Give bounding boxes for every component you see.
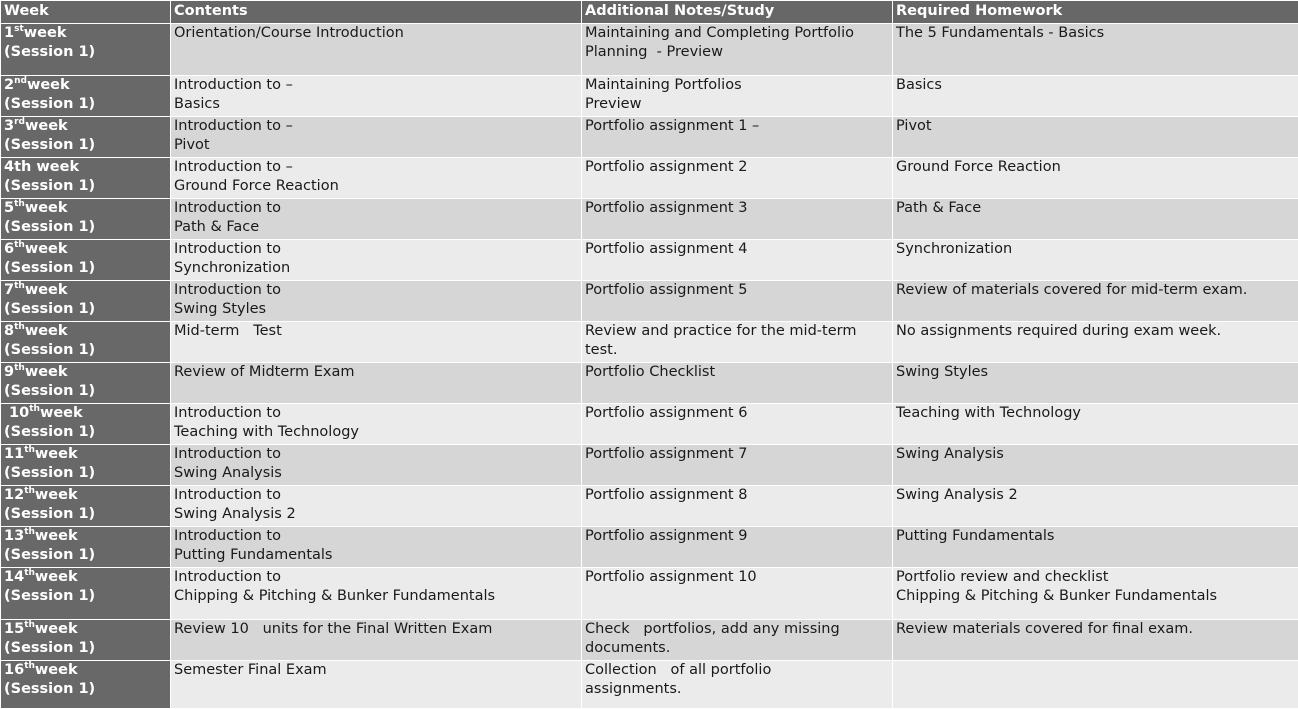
- week-cell: [1, 322, 171, 363]
- contents-line: Synchronization: [174, 259, 578, 278]
- table-row: [1, 117, 1298, 158]
- contents-line: Review of Midterm Exam: [174, 363, 578, 382]
- homework-cell: [893, 158, 1298, 199]
- contents-cell: [171, 404, 582, 445]
- notes-cell: [582, 404, 893, 445]
- week-number: 3: [4, 118, 14, 134]
- week-cell: [1, 363, 171, 404]
- homework-cell: [893, 527, 1298, 568]
- notes-line: Portfolio assignment 6: [585, 404, 889, 423]
- week-cell: [1, 158, 171, 199]
- week-label: [4, 24, 167, 43]
- week-ordinal: th: [14, 281, 25, 291]
- week-number: 13: [4, 528, 24, 544]
- week-ordinal: th: [24, 445, 35, 455]
- notes-line: Maintaining and Completing Portfolio: [585, 24, 889, 43]
- week-suffix: week: [24, 25, 67, 41]
- contents-cell: [171, 240, 582, 281]
- contents-line: Introduction to –: [174, 76, 578, 95]
- week-cell: [1, 527, 171, 568]
- schedule-body: [1, 24, 1298, 709]
- homework-cell: [893, 76, 1298, 117]
- homework-cell: [893, 240, 1298, 281]
- table-row: [1, 527, 1298, 568]
- session-label: (Session 1): [4, 43, 167, 62]
- notes-cell: [582, 322, 893, 363]
- contents-line: Swing Analysis 2: [174, 505, 578, 524]
- homework-line: Chipping & Pitching & Bunker Fundamentals: [896, 587, 1295, 606]
- week-label: [4, 76, 167, 95]
- contents-line: Introduction to –: [174, 117, 578, 136]
- week-label: [4, 445, 167, 464]
- notes-line: documents.: [585, 639, 889, 658]
- contents-line: Introduction to: [174, 445, 578, 464]
- contents-cell: [171, 117, 582, 158]
- week-ordinal: th: [24, 620, 35, 630]
- notes-line: test.: [585, 341, 889, 360]
- homework-cell: [893, 117, 1298, 158]
- week-number: 9: [4, 364, 14, 380]
- table-row: [1, 240, 1298, 281]
- week-label: [4, 322, 167, 341]
- week-label: [4, 486, 167, 505]
- contents-line: Introduction to: [174, 568, 578, 587]
- notes-line: Portfolio assignment 9: [585, 527, 889, 546]
- week-ordinal: th: [14, 322, 25, 332]
- week-number: 16: [4, 662, 24, 678]
- week-number: 1: [4, 25, 14, 41]
- table-row: [1, 486, 1298, 527]
- week-number: 10: [4, 405, 29, 421]
- homework-line: Teaching with Technology: [896, 404, 1295, 423]
- contents-line: Orientation/Course Introduction: [174, 24, 578, 43]
- week-number: 6: [4, 241, 14, 257]
- week-number: 4th week: [4, 159, 79, 175]
- session-label: (Session 1): [4, 464, 167, 483]
- homework-line: Basics: [896, 76, 1295, 95]
- week-cell: [1, 404, 171, 445]
- week-suffix: week: [25, 118, 68, 134]
- week-ordinal: nd: [14, 76, 27, 86]
- homework-line: Review materials covered for final exam.: [896, 620, 1295, 639]
- table-row: [1, 158, 1298, 199]
- notes-cell: [582, 76, 893, 117]
- homework-cell: [893, 404, 1298, 445]
- week-cell: [1, 661, 171, 709]
- notes-line: Portfolio assignment 7: [585, 445, 889, 464]
- contents-cell: [171, 445, 582, 486]
- week-label: [4, 661, 167, 680]
- table-row: [1, 661, 1298, 709]
- notes-cell: [582, 199, 893, 240]
- notes-cell: [582, 527, 893, 568]
- homework-cell: [893, 322, 1298, 363]
- session-label: (Session 1): [4, 300, 167, 319]
- contents-cell: [171, 527, 582, 568]
- table-row: [1, 620, 1298, 661]
- week-label: [4, 281, 167, 300]
- contents-cell: [171, 661, 582, 709]
- homework-line: Swing Analysis: [896, 445, 1295, 464]
- homework-line: Review of materials covered for mid-term exam.: [896, 281, 1295, 300]
- homework-cell: [893, 24, 1298, 76]
- contents-line: Putting Fundamentals: [174, 546, 578, 565]
- week-number: 8: [4, 323, 14, 339]
- notes-line: Portfolio assignment 8: [585, 486, 889, 505]
- contents-line: Introduction to –: [174, 158, 578, 177]
- week-ordinal: th: [14, 240, 25, 250]
- notes-line: Portfolio assignment 5: [585, 281, 889, 300]
- week-ordinal: th: [24, 486, 35, 496]
- contents-line: Basics: [174, 95, 578, 114]
- week-ordinal: th: [14, 199, 25, 209]
- week-ordinal: th: [29, 404, 40, 414]
- week-number: 2: [4, 77, 14, 93]
- notes-line: Collection of all portfolio: [585, 661, 889, 680]
- header-homework: Required Homework: [893, 1, 1298, 24]
- contents-line: Path & Face: [174, 218, 578, 237]
- notes-line: Portfolio assignment 3: [585, 199, 889, 218]
- week-suffix: week: [35, 621, 78, 637]
- contents-cell: [171, 486, 582, 527]
- week-suffix: week: [25, 323, 68, 339]
- table-row: [1, 76, 1298, 117]
- session-label: (Session 1): [4, 259, 167, 278]
- week-suffix: week: [25, 364, 68, 380]
- contents-cell: [171, 568, 582, 620]
- week-suffix: week: [25, 241, 68, 257]
- header-contents: Contents: [171, 1, 582, 24]
- week-suffix: week: [35, 569, 78, 585]
- week-suffix: week: [25, 282, 68, 298]
- session-label: (Session 1): [4, 95, 167, 114]
- homework-cell: [893, 281, 1298, 322]
- homework-line: No assignments required during exam week.: [896, 322, 1295, 341]
- homework-cell: [893, 568, 1298, 620]
- notes-cell: [582, 281, 893, 322]
- week-suffix: week: [40, 405, 83, 421]
- week-suffix: week: [35, 662, 78, 678]
- week-label: [4, 404, 167, 423]
- session-label: (Session 1): [4, 680, 167, 699]
- week-label: [4, 240, 167, 259]
- notes-cell: [582, 158, 893, 199]
- week-number: 5: [4, 200, 14, 216]
- homework-cell: [893, 661, 1298, 709]
- notes-cell: [582, 24, 893, 76]
- week-number: 12: [4, 487, 24, 503]
- homework-line: Swing Analysis 2: [896, 486, 1295, 505]
- week-cell: [1, 620, 171, 661]
- homework-line: Portfolio review and checklist: [896, 568, 1295, 587]
- table-row: [1, 568, 1298, 620]
- notes-cell: [582, 568, 893, 620]
- notes-line: Review and practice for the mid-term: [585, 322, 889, 341]
- session-label: (Session 1): [4, 639, 167, 658]
- contents-cell: [171, 199, 582, 240]
- contents-line: Ground Force Reaction: [174, 177, 578, 196]
- homework-line: Path & Face: [896, 199, 1295, 218]
- week-cell: [1, 486, 171, 527]
- contents-cell: [171, 363, 582, 404]
- week-ordinal: st: [14, 24, 24, 34]
- notes-line: Portfolio assignment 2: [585, 158, 889, 177]
- contents-line: Introduction to: [174, 404, 578, 423]
- contents-line: Introduction to: [174, 240, 578, 259]
- week-ordinal: th: [14, 363, 25, 373]
- week-label: [4, 158, 167, 177]
- notes-line: Portfolio assignment 10: [585, 568, 889, 587]
- homework-cell: [893, 363, 1298, 404]
- table-row: [1, 445, 1298, 486]
- header-notes: Additional Notes/Study: [582, 1, 893, 24]
- notes-line: Preview: [585, 95, 889, 114]
- notes-cell: [582, 486, 893, 527]
- notes-cell: [582, 661, 893, 709]
- notes-cell: [582, 363, 893, 404]
- week-label: [4, 568, 167, 587]
- week-cell: [1, 568, 171, 620]
- week-ordinal: rd: [14, 117, 25, 127]
- homework-line: Synchronization: [896, 240, 1295, 259]
- contents-cell: [171, 76, 582, 117]
- contents-cell: [171, 322, 582, 363]
- contents-line: Introduction to: [174, 199, 578, 218]
- table-row: [1, 24, 1298, 76]
- contents-line: Mid-term Test: [174, 322, 578, 341]
- week-cell: [1, 445, 171, 486]
- week-number: 7: [4, 282, 14, 298]
- week-label: [4, 199, 167, 218]
- week-suffix: week: [35, 446, 78, 462]
- contents-line: Semester Final Exam: [174, 661, 578, 680]
- contents-line: Chipping & Pitching & Bunker Fundamentals: [174, 587, 578, 606]
- week-label: [4, 527, 167, 546]
- homework-cell: [893, 445, 1298, 486]
- homework-line: Pivot: [896, 117, 1295, 136]
- week-cell: [1, 281, 171, 322]
- session-label: (Session 1): [4, 136, 167, 155]
- week-ordinal: th: [24, 568, 35, 578]
- week-suffix: week: [25, 200, 68, 216]
- notes-cell: [582, 445, 893, 486]
- table-row: [1, 363, 1298, 404]
- session-label: (Session 1): [4, 505, 167, 524]
- contents-line: Review 10 units for the Final Written Exam: [174, 620, 578, 639]
- week-cell: [1, 117, 171, 158]
- session-label: (Session 1): [4, 177, 167, 196]
- contents-cell: [171, 281, 582, 322]
- session-label: (Session 1): [4, 382, 167, 401]
- week-suffix: week: [35, 487, 78, 503]
- week-ordinal: th: [24, 527, 35, 537]
- week-suffix: week: [35, 528, 78, 544]
- table-row: [1, 322, 1298, 363]
- week-label: [4, 620, 167, 639]
- notes-line: Check portfolios, add any missing: [585, 620, 889, 639]
- notes-cell: [582, 620, 893, 661]
- notes-cell: [582, 240, 893, 281]
- homework-line: Swing Styles: [896, 363, 1295, 382]
- contents-line: Swing Analysis: [174, 464, 578, 483]
- header-row: [1, 1, 1298, 24]
- week-suffix: week: [27, 77, 70, 93]
- week-ordinal: th: [24, 661, 35, 671]
- notes-line: Portfolio assignment 1 –: [585, 117, 889, 136]
- notes-cell: [582, 117, 893, 158]
- week-cell: [1, 240, 171, 281]
- week-label: [4, 117, 167, 136]
- week-label: [4, 363, 167, 382]
- session-label: (Session 1): [4, 218, 167, 237]
- week-number: 14: [4, 569, 24, 585]
- contents-line: Pivot: [174, 136, 578, 155]
- session-label: (Session 1): [4, 423, 167, 442]
- week-number: 11: [4, 446, 24, 462]
- homework-cell: [893, 199, 1298, 240]
- table-row: [1, 404, 1298, 445]
- header-week: Week: [1, 1, 171, 24]
- notes-line: Portfolio Checklist: [585, 363, 889, 382]
- homework-line: The 5 Fundamentals - Basics: [896, 24, 1295, 43]
- homework-cell: [893, 620, 1298, 661]
- notes-line: Maintaining Portfolios: [585, 76, 889, 95]
- week-number: 15: [4, 621, 24, 637]
- contents-line: Introduction to: [174, 486, 578, 505]
- homework-line: Putting Fundamentals: [896, 527, 1295, 546]
- homework-line: Ground Force Reaction: [896, 158, 1295, 177]
- contents-line: Swing Styles: [174, 300, 578, 319]
- notes-line: Planning - Preview: [585, 43, 889, 62]
- week-cell: [1, 76, 171, 117]
- week-cell: [1, 24, 171, 76]
- session-label: (Session 1): [4, 341, 167, 360]
- notes-line: Portfolio assignment 4: [585, 240, 889, 259]
- contents-cell: [171, 158, 582, 199]
- table-row: [1, 281, 1298, 322]
- homework-cell: [893, 486, 1298, 527]
- contents-line: Teaching with Technology: [174, 423, 578, 442]
- contents-line: Introduction to: [174, 527, 578, 546]
- week-cell: [1, 199, 171, 240]
- table-row: [1, 199, 1298, 240]
- contents-line: Introduction to: [174, 281, 578, 300]
- contents-cell: [171, 24, 582, 76]
- session-label: (Session 1): [4, 587, 167, 606]
- session-label: (Session 1): [4, 546, 167, 565]
- notes-line: assignments.: [585, 680, 889, 699]
- contents-cell: [171, 620, 582, 661]
